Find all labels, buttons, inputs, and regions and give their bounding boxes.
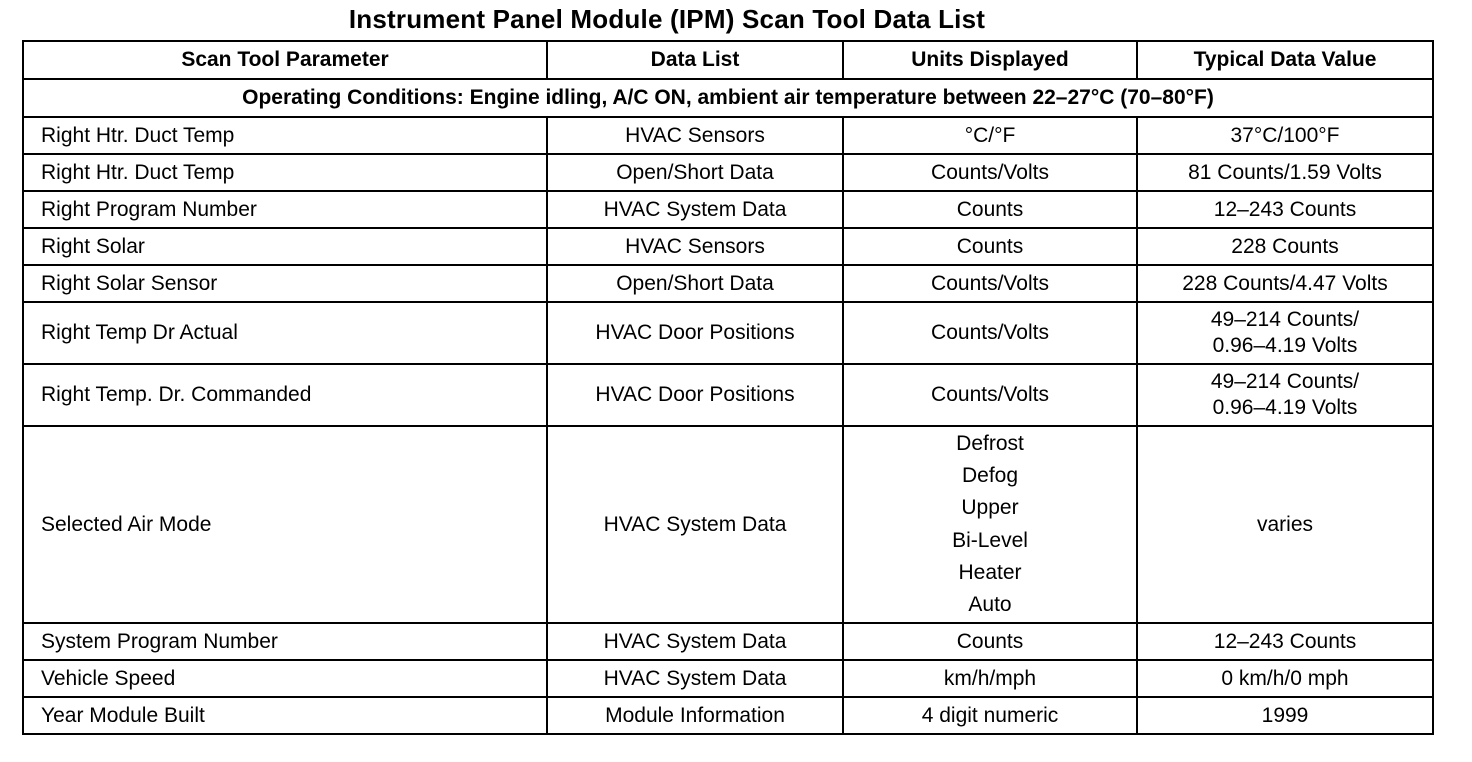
cell-typical-value (1137, 265, 1433, 302)
operating-conditions: Operating Conditions: Engine idling, A/C ON, ambient air temperature between 22–27°C (70–80°F) (23, 79, 1433, 117)
cell-units (843, 228, 1137, 265)
units-line: Counts (956, 234, 1024, 258)
cell-data-list: HVAC Door Positions (547, 364, 843, 426)
table-row (23, 154, 1433, 191)
cell-typical-value (1137, 697, 1433, 734)
cell-typical-value (1137, 660, 1433, 697)
units-line: Counts (956, 197, 1024, 221)
units-line: °C/°F (964, 123, 1016, 147)
value-line: 49–214 Counts/ (1210, 308, 1360, 331)
scan-tool-data-table (22, 40, 1434, 735)
units-line: Counts/Volts (931, 321, 1049, 344)
cell-typical-value (1137, 302, 1433, 364)
units-line: Counts/Volts (931, 160, 1049, 184)
value-line: 228 Counts/4.47 Volts (1182, 271, 1388, 295)
cell-data-list: Open/Short Data (547, 265, 843, 302)
header-data-list: Data List (547, 41, 843, 79)
table-row (23, 117, 1433, 154)
value-line: 0.96–4.19 Volts (1212, 396, 1358, 419)
cell-data-list: Module Information (547, 697, 843, 734)
units-line: Auto (968, 593, 1012, 617)
cell-units (843, 154, 1137, 191)
cell-parameter: Right Htr. Duct Temp (23, 154, 547, 191)
operating-conditions-row (23, 79, 1433, 117)
value-line: 1999 (1261, 703, 1309, 727)
cell-typical-value (1137, 228, 1433, 265)
cell-parameter: Right Htr. Duct Temp (23, 117, 547, 154)
units-line: Counts/Volts (931, 383, 1049, 406)
header-units: Units Displayed (843, 41, 1137, 79)
header-row (23, 41, 1433, 79)
table-row (23, 364, 1433, 426)
units-line: Bi-Level (952, 528, 1028, 552)
cell-parameter: Right Temp Dr Actual (23, 302, 547, 364)
cell-parameter: Vehicle Speed (23, 660, 547, 697)
units-line: Counts/Volts (931, 271, 1049, 295)
units-line: km/h/mph (943, 666, 1037, 690)
table-row (23, 660, 1433, 697)
cell-units (843, 191, 1137, 228)
cell-typical-value (1137, 623, 1433, 660)
cell-data-list: HVAC Sensors (547, 228, 843, 265)
value-line: varies (1256, 512, 1314, 536)
cell-parameter: Right Solar Sensor (23, 265, 547, 302)
cell-units (843, 660, 1137, 697)
units-line: Defog (961, 463, 1019, 487)
table-row (23, 302, 1433, 364)
units-line: Counts (956, 629, 1024, 653)
value-line: 228 Counts (1231, 234, 1339, 258)
units-line: Upper (961, 496, 1019, 520)
cell-typical-value (1137, 191, 1433, 228)
cell-typical-value (1137, 154, 1433, 191)
value-line: 12–243 Counts (1213, 629, 1357, 653)
value-line: 12–243 Counts (1213, 197, 1357, 221)
cell-units (843, 364, 1137, 426)
cell-parameter: Selected Air Mode (23, 426, 547, 623)
header-parameter: Scan Tool Parameter (23, 41, 547, 79)
table-row (23, 191, 1433, 228)
cell-parameter: Year Module Built (23, 697, 547, 734)
cell-units (843, 302, 1137, 364)
units-line: Defrost (956, 431, 1024, 455)
cell-typical-value (1137, 426, 1433, 623)
table-row (23, 426, 1433, 623)
cell-data-list: HVAC System Data (547, 191, 843, 228)
cell-units (843, 265, 1137, 302)
cell-typical-value (1137, 117, 1433, 154)
table-row (23, 697, 1433, 734)
value-line: 37°C/100°F (1230, 123, 1340, 147)
table-title: Instrument Panel Module (IPM) Scan Tool Data List (348, 4, 986, 34)
cell-data-list: HVAC System Data (547, 660, 843, 697)
cell-parameter: Right Program Number (23, 191, 547, 228)
cell-typical-value (1137, 364, 1433, 426)
cell-units (843, 697, 1137, 734)
cell-parameter: System Program Number (23, 623, 547, 660)
cell-data-list: HVAC Door Positions (547, 302, 843, 364)
value-line: 0.96–4.19 Volts (1212, 334, 1358, 357)
table-row (23, 265, 1433, 302)
cell-data-list: HVAC System Data (547, 426, 843, 623)
cell-data-list: Open/Short Data (547, 154, 843, 191)
units-line: Heater (958, 560, 1022, 584)
value-line: 0 km/h/0 mph (1221, 666, 1349, 690)
cell-parameter: Right Solar (23, 228, 547, 265)
cell-units (843, 426, 1137, 623)
units-line: 4 digit numeric (921, 703, 1059, 727)
table-row (23, 623, 1433, 660)
cell-units (843, 117, 1137, 154)
header-typical-value: Typical Data Value (1137, 41, 1433, 79)
cell-parameter: Right Temp. Dr. Commanded (23, 364, 547, 426)
cell-data-list: HVAC Sensors (547, 117, 843, 154)
cell-data-list: HVAC System Data (547, 623, 843, 660)
table-row (23, 228, 1433, 265)
cell-units (843, 623, 1137, 660)
value-line: 81 Counts/1.59 Volts (1188, 160, 1382, 184)
value-line: 49–214 Counts/ (1210, 370, 1360, 393)
